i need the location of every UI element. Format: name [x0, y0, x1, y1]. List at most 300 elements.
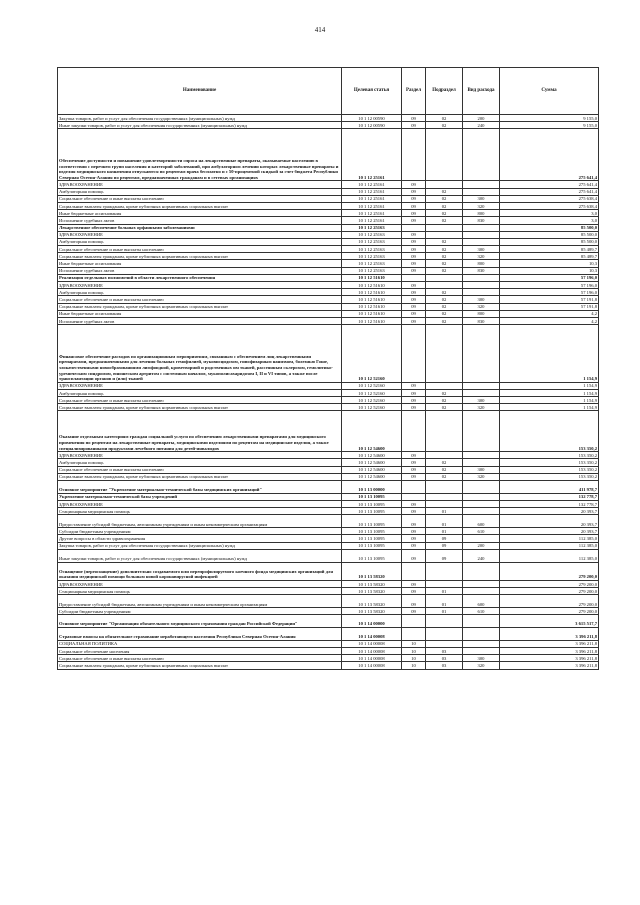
table-row [58, 528, 599, 535]
row-razdel [402, 628, 426, 641]
row-name: Социальное обеспечение и иные выплаты населению [58, 655, 342, 662]
row-code: 10 1 12 25161 [342, 210, 402, 217]
row-code: 10 1 14 00008 [342, 628, 402, 641]
row-code: 10 1 12 25161 [342, 129, 402, 181]
row-code: 10 1 13 58320 [342, 588, 402, 595]
row-vid [463, 588, 500, 595]
row-sum: 279 200,0 [500, 608, 599, 615]
table-row [58, 608, 599, 615]
table-row [58, 202, 599, 209]
row-name: Амбулаторная помощь [58, 459, 342, 466]
page-number: 414 [314, 26, 326, 34]
row-razdel: 09 [402, 231, 426, 238]
row-name: Социальные выплаты гражданам, кроме публичных нормативных социальных выплат [58, 202, 342, 209]
row-sum: 57 196,0 [500, 274, 599, 281]
table-row [58, 493, 599, 500]
row-vid: 300 [463, 397, 500, 404]
table-row [58, 662, 599, 669]
row-name: Основное мероприятие "Организация обязательного медицинского страхования граждан Российской Федерации" [58, 615, 342, 628]
row-sum: 275 641,4 [500, 129, 599, 181]
row-razdel: 09 [402, 595, 426, 608]
row-name: Социальное обеспечение населения [58, 648, 342, 655]
row-name: Иные бюджетные ассигнования [58, 210, 342, 217]
row-podrazdel: 02 [426, 210, 463, 217]
row-vid: 320 [463, 202, 500, 209]
row-razdel [402, 411, 426, 452]
row-razdel: 09 [402, 238, 426, 245]
row-razdel: 09 [402, 466, 426, 473]
header-vid: Вид расхода [463, 68, 500, 115]
row-sum: 20 393,7 [500, 515, 599, 528]
row-podrazdel: 01 [426, 608, 463, 615]
table-row [58, 549, 599, 562]
row-code: 10 1 12 25161 [342, 188, 402, 195]
row-sum: 153 350,2 [500, 452, 599, 459]
row-sum: 3 396 211,8 [500, 640, 599, 647]
row-sum: 1 154,9 [500, 397, 599, 404]
row-code: 10 1 13 10095 [342, 515, 402, 528]
row-vid [463, 580, 500, 587]
row-name: Закупка товаров, работ и услуг для обеспечения государственных (муниципальных) нужд [58, 542, 342, 549]
table-row [58, 459, 599, 466]
row-code: 10 1 14 00008 [342, 648, 402, 655]
row-sum: 112 385,0 [500, 542, 599, 549]
row-vid [463, 274, 500, 281]
row-sum: 1 154,9 [500, 389, 599, 396]
row-code: 10 1 12 51610 [342, 274, 402, 281]
row-sum: 3 396 211,8 [500, 655, 599, 662]
row-razdel: 09 [402, 382, 426, 389]
row-code: 10 1 12 51610 [342, 282, 402, 289]
row-podrazdel: 02 [426, 397, 463, 404]
row-razdel: 09 [402, 397, 426, 404]
row-vid [463, 459, 500, 466]
table-header-row [58, 68, 599, 115]
row-sum: 3 615 517,7 [500, 615, 599, 628]
table-row [58, 224, 599, 231]
row-vid [463, 615, 500, 628]
row-sum: 275 641,4 [500, 188, 599, 195]
row-sum: 10,3 [500, 260, 599, 267]
row-code: 10 1 12 54600 [342, 459, 402, 466]
row-vid: 320 [463, 253, 500, 260]
table-row [58, 588, 599, 595]
table-row [58, 289, 599, 296]
row-code: 10 1 13 58320 [342, 580, 402, 587]
row-vid: 200 [463, 115, 500, 122]
table-row [58, 542, 599, 549]
row-razdel: 09 [402, 608, 426, 615]
row-sum: 57 191,8 [500, 296, 599, 303]
row-podrazdel [426, 562, 463, 580]
row-sum: 20 393,7 [500, 508, 599, 515]
row-vid [463, 325, 500, 383]
row-razdel: 09 [402, 246, 426, 253]
row-vid [463, 289, 500, 296]
row-vid: 830 [463, 317, 500, 324]
row-vid: 320 [463, 404, 500, 411]
row-sum: 411 978,7 [500, 481, 599, 494]
row-vid [463, 508, 500, 515]
row-sum: 112 385,0 [500, 549, 599, 562]
table-row [58, 122, 599, 129]
row-sum: 1 154,9 [500, 325, 599, 383]
row-code: 10 1 12 54600 [342, 411, 402, 452]
table-row [58, 317, 599, 324]
row-code: 10 1 12 51610 [342, 303, 402, 310]
row-vid [463, 282, 500, 289]
row-razdel [402, 325, 426, 383]
row-vid [463, 640, 500, 647]
row-name: Иные закупки товаров, работ и услуг для обеспечения государственных (муниципальных) нужд [58, 122, 342, 129]
row-sum: 3 396 211,8 [500, 662, 599, 669]
row-podrazdel [426, 628, 463, 641]
row-podrazdel: 03 [426, 655, 463, 662]
row-sum: 132 778,7 [500, 493, 599, 500]
row-vid [463, 493, 500, 500]
row-name: Предоставление субсидий бюджетным, автономным учреждениям и иным некоммерческим организациям [58, 595, 342, 608]
row-vid: 300 [463, 466, 500, 473]
table-row [58, 389, 599, 396]
row-vid [463, 452, 500, 459]
row-name: ЗДРАВООХРАНЕНИЕ [58, 580, 342, 587]
row-vid [463, 129, 500, 181]
table-row [58, 615, 599, 628]
row-podrazdel [426, 580, 463, 587]
row-razdel: 10 [402, 662, 426, 669]
row-name: Иные бюджетные ассигнования [58, 260, 342, 267]
row-razdel: 09 [402, 542, 426, 549]
row-name: Социальное обеспечение и иные выплаты населению [58, 296, 342, 303]
row-sum: 4,2 [500, 310, 599, 317]
row-razdel: 09 [402, 202, 426, 209]
row-razdel [402, 224, 426, 231]
table-row [58, 382, 599, 389]
row-sum: 132 778,7 [500, 501, 599, 508]
row-razdel: 09 [402, 389, 426, 396]
row-podrazdel: 03 [426, 662, 463, 669]
row-code: 10 1 12 25163 [342, 253, 402, 260]
row-podrazdel: 02 [426, 253, 463, 260]
row-vid: 800 [463, 210, 500, 217]
row-name: ЗДРАВООХРАНЕНИЕ [58, 282, 342, 289]
row-name: Реализация отдельных полномочий в области лекарственного обеспечения [58, 274, 342, 281]
row-podrazdel: 09 [426, 542, 463, 549]
row-razdel: 09 [402, 217, 426, 224]
row-name: Амбулаторная помощь [58, 188, 342, 195]
row-name: Социальные выплаты гражданам, кроме публичных нормативных социальных выплат [58, 404, 342, 411]
row-razdel: 09 [402, 210, 426, 217]
row-name: Социальное обеспечение и иные выплаты населению [58, 246, 342, 253]
table-row [58, 397, 599, 404]
table-row [58, 535, 599, 542]
table-row [58, 640, 599, 647]
row-code: 10 1 12 00590 [342, 122, 402, 129]
row-name: ЗДРАВООХРАНЕНИЕ [58, 181, 342, 188]
row-name: Закупка товаров, работ и услуг для обеспечения государственных (муниципальных) нужд [58, 115, 342, 122]
row-sum: 10,3 [500, 267, 599, 274]
row-podrazdel [426, 129, 463, 181]
row-razdel: 09 [402, 404, 426, 411]
row-vid [463, 562, 500, 580]
row-razdel [402, 129, 426, 181]
row-code: 10 1 12 25163 [342, 260, 402, 267]
table-row [58, 508, 599, 515]
row-sum: 1 154,9 [500, 382, 599, 389]
table-row [58, 595, 599, 608]
row-sum: 3 396 211,8 [500, 628, 599, 641]
table-row [58, 580, 599, 587]
header-sum: Сумма [500, 68, 599, 115]
row-name: Социальное обеспечение и иные выплаты населению [58, 195, 342, 202]
row-code: 10 1 12 00590 [342, 115, 402, 122]
header-code: Целевая статья [342, 68, 402, 115]
row-code: 10 1 13 10095 [342, 493, 402, 500]
row-name: Обеспечение доступности и повышение удовлетворенности спроса на лекарственные препараты, оказываемые населению в соответствии с перечнем групп населения и категорий заболеваний, при амбулаторном лечении которых лекарственные препараты и изделия медицинского назначения отпускаются по рецептам врача бесплатно и с 50-процентной скидкой за счет бюджета Республики Северная Осетия-Алания по рецептам, предназначенных гражданам и в сетевых организациях [58, 129, 342, 181]
row-code: 10 1 12 52160 [342, 382, 402, 389]
row-code: 10 1 13 58320 [342, 562, 402, 580]
row-name: Социальные выплаты гражданам, кроме публичных нормативных социальных выплат [58, 253, 342, 260]
table-row [58, 411, 599, 452]
row-code: 10 1 13 10095 [342, 528, 402, 535]
table-row [58, 188, 599, 195]
table-row [58, 231, 599, 238]
row-razdel: 09 [402, 122, 426, 129]
row-vid: 600 [463, 515, 500, 528]
row-code: 10 1 12 51610 [342, 310, 402, 317]
row-sum: 85 500,0 [500, 231, 599, 238]
row-podrazdel: 02 [426, 115, 463, 122]
row-razdel: 09 [402, 282, 426, 289]
row-vid: 240 [463, 122, 500, 129]
row-sum: 85 489,7 [500, 246, 599, 253]
row-sum: 4,2 [500, 317, 599, 324]
row-name: Стационарная медицинская помощь [58, 588, 342, 595]
row-razdel: 09 [402, 188, 426, 195]
row-name: Исполнение судебных актов [58, 217, 342, 224]
row-name: Иные бюджетные ассигнования [58, 310, 342, 317]
row-vid [463, 224, 500, 231]
row-name: Амбулаторная помощь [58, 238, 342, 245]
row-razdel: 09 [402, 459, 426, 466]
row-vid: 240 [463, 549, 500, 562]
table-row [58, 210, 599, 217]
table-row [58, 195, 599, 202]
row-name: ЗДРАВООХРАНЕНИЕ [58, 452, 342, 459]
row-sum: 279 200,0 [500, 595, 599, 608]
row-vid [463, 628, 500, 641]
row-code: 10 1 12 51610 [342, 289, 402, 296]
row-sum: 57 196,0 [500, 289, 599, 296]
header-razdel: Раздел [402, 68, 426, 115]
table-body [58, 115, 599, 670]
row-name: ЗДРАВООХРАНЕНИЕ [58, 501, 342, 508]
row-vid [463, 389, 500, 396]
row-name: Предоставление субсидий бюджетным, автономным учреждениям и иным некоммерческим организациям [58, 515, 342, 528]
row-razdel: 10 [402, 655, 426, 662]
row-razdel: 09 [402, 317, 426, 324]
row-podrazdel: 02 [426, 188, 463, 195]
row-podrazdel [426, 231, 463, 238]
row-podrazdel: 02 [426, 195, 463, 202]
row-code: 10 1 12 25163 [342, 231, 402, 238]
row-code: 10 1 14 00008 [342, 655, 402, 662]
row-vid: 300 [463, 296, 500, 303]
row-name: Исполнение судебных актов [58, 317, 342, 324]
row-razdel: 09 [402, 528, 426, 535]
row-sum: 275 638,4 [500, 195, 599, 202]
row-podrazdel: 02 [426, 296, 463, 303]
table-row [58, 267, 599, 274]
row-sum: 3 396 211,8 [500, 648, 599, 655]
table-row [58, 181, 599, 188]
row-razdel [402, 493, 426, 500]
table-row [58, 515, 599, 528]
row-podrazdel [426, 501, 463, 508]
row-podrazdel: 02 [426, 267, 463, 274]
row-razdel [402, 274, 426, 281]
row-sum: 279 200,0 [500, 588, 599, 595]
row-name: Субсидии бюджетным учреждениям [58, 528, 342, 535]
row-code: 10 1 12 52160 [342, 389, 402, 396]
row-name: Лекарственное обеспечение больных орфанными заболеваниями [58, 224, 342, 231]
row-razdel [402, 615, 426, 628]
row-podrazdel: 02 [426, 459, 463, 466]
row-vid: 600 [463, 595, 500, 608]
row-razdel: 09 [402, 508, 426, 515]
row-name: Социальное обеспечение и иные выплаты населению [58, 397, 342, 404]
row-code: 10 1 14 00008 [342, 640, 402, 647]
row-podrazdel: 01 [426, 515, 463, 528]
row-razdel: 09 [402, 549, 426, 562]
row-razdel: 10 [402, 648, 426, 655]
row-razdel: 09 [402, 289, 426, 296]
row-razdel: 09 [402, 267, 426, 274]
row-podrazdel [426, 481, 463, 494]
row-name: ЗДРАВООХРАНЕНИЕ [58, 231, 342, 238]
row-code: 10 1 13 10095 [342, 549, 402, 562]
row-podrazdel: 02 [426, 217, 463, 224]
row-podrazdel [426, 181, 463, 188]
row-podrazdel: 02 [426, 317, 463, 324]
row-razdel: 09 [402, 181, 426, 188]
row-name: Социальные выплаты гражданам, кроме публичных нормативных социальных выплат [58, 473, 342, 480]
row-vid: 320 [463, 662, 500, 669]
row-name: Амбулаторная помощь [58, 289, 342, 296]
table-row [58, 274, 599, 281]
row-code: 10 1 12 52160 [342, 325, 402, 383]
row-vid [463, 648, 500, 655]
row-name: Иные закупки товаров, работ и услуг для обеспечения государственных (муниципальных) нужд [58, 549, 342, 562]
row-razdel: 09 [402, 310, 426, 317]
table-row [58, 310, 599, 317]
table-row [58, 473, 599, 480]
row-razdel: 09 [402, 303, 426, 310]
row-code: 10 1 13 10095 [342, 535, 402, 542]
row-podrazdel: 09 [426, 549, 463, 562]
row-podrazdel [426, 493, 463, 500]
table-row [58, 501, 599, 508]
row-podrazdel [426, 452, 463, 459]
row-sum: 57 191,8 [500, 303, 599, 310]
row-code: 10 1 12 51610 [342, 317, 402, 324]
row-name: Социальные выплаты гражданам, кроме публичных нормативных социальных выплат [58, 662, 342, 669]
row-razdel: 09 [402, 580, 426, 587]
row-code: 10 1 12 25163 [342, 246, 402, 253]
row-podrazdel [426, 282, 463, 289]
row-code: 10 1 12 25161 [342, 181, 402, 188]
table-row [58, 655, 599, 662]
row-name: Основное мероприятие "Укрепление материально-технической базы медицинских организаций" [58, 481, 342, 494]
table-row [58, 481, 599, 494]
row-sum: 3,0 [500, 217, 599, 224]
row-vid: 320 [463, 303, 500, 310]
row-sum: 9 155,0 [500, 122, 599, 129]
header-name: Наименование [58, 68, 342, 115]
row-vid [463, 535, 500, 542]
row-sum: 20 393,7 [500, 528, 599, 535]
row-razdel: 09 [402, 253, 426, 260]
row-name: Страховые взносы на обязательное страхование неработающего населения Республики Северная Осетия-Алания [58, 628, 342, 641]
row-podrazdel: 01 [426, 595, 463, 608]
row-sum: 57 196,0 [500, 282, 599, 289]
table-row [58, 648, 599, 655]
row-code: 10 1 13 10095 [342, 501, 402, 508]
row-podrazdel: 02 [426, 303, 463, 310]
row-podrazdel: 02 [426, 473, 463, 480]
row-name: ЗДРАВООХРАНЕНИЕ [58, 382, 342, 389]
row-vid [463, 411, 500, 452]
table-row [58, 246, 599, 253]
row-podrazdel: 02 [426, 389, 463, 396]
table-row [58, 260, 599, 267]
row-vid: 300 [463, 195, 500, 202]
budget-table [57, 67, 599, 670]
row-podrazdel: 02 [426, 202, 463, 209]
row-code: 10 1 13 58320 [342, 595, 402, 608]
row-vid: 300 [463, 246, 500, 253]
row-sum: 85 500,0 [500, 238, 599, 245]
row-name: Оказание отдельным категориям граждан социальной услуги по обеспечению лекарственными препаратами для медицинского применения по рецептам на лекарственные препараты, медицинскими изделиями по рецептам на медицинские изделия, а также специализированными продуктами лечебного питания для детей-инвалидов [58, 411, 342, 452]
row-vid: 320 [463, 473, 500, 480]
row-sum: 9 155,0 [500, 115, 599, 122]
row-sum: 112 385,0 [500, 535, 599, 542]
table-row [58, 404, 599, 411]
row-name: Другие вопросы в области здравоохранения [58, 535, 342, 542]
row-vid [463, 481, 500, 494]
row-name: Социальное обеспечение и иные выплаты населению [58, 466, 342, 473]
row-code: 10 1 12 25163 [342, 238, 402, 245]
row-vid: 200 [463, 542, 500, 549]
table-row [58, 562, 599, 580]
row-sum: 3,0 [500, 210, 599, 217]
row-podrazdel: 02 [426, 466, 463, 473]
row-podrazdel [426, 274, 463, 281]
row-code: 10 1 12 51610 [342, 296, 402, 303]
row-sum: 275 641,4 [500, 181, 599, 188]
row-sum: 279 200,0 [500, 562, 599, 580]
row-razdel: 09 [402, 296, 426, 303]
table-row [58, 325, 599, 383]
row-sum: 1 154,9 [500, 404, 599, 411]
row-razdel: 09 [402, 588, 426, 595]
table-row [58, 452, 599, 459]
row-podrazdel: 02 [426, 310, 463, 317]
row-vid: 300 [463, 655, 500, 662]
row-sum: 153 350,2 [500, 466, 599, 473]
row-name: Оснащение (переоснащение) дополнительно создаваемого или перепрофилируемого коечного фонда медицинских организаций для оказания медицинской помощи больным новой коронавирусной инфекцией [58, 562, 342, 580]
table-row [58, 282, 599, 289]
